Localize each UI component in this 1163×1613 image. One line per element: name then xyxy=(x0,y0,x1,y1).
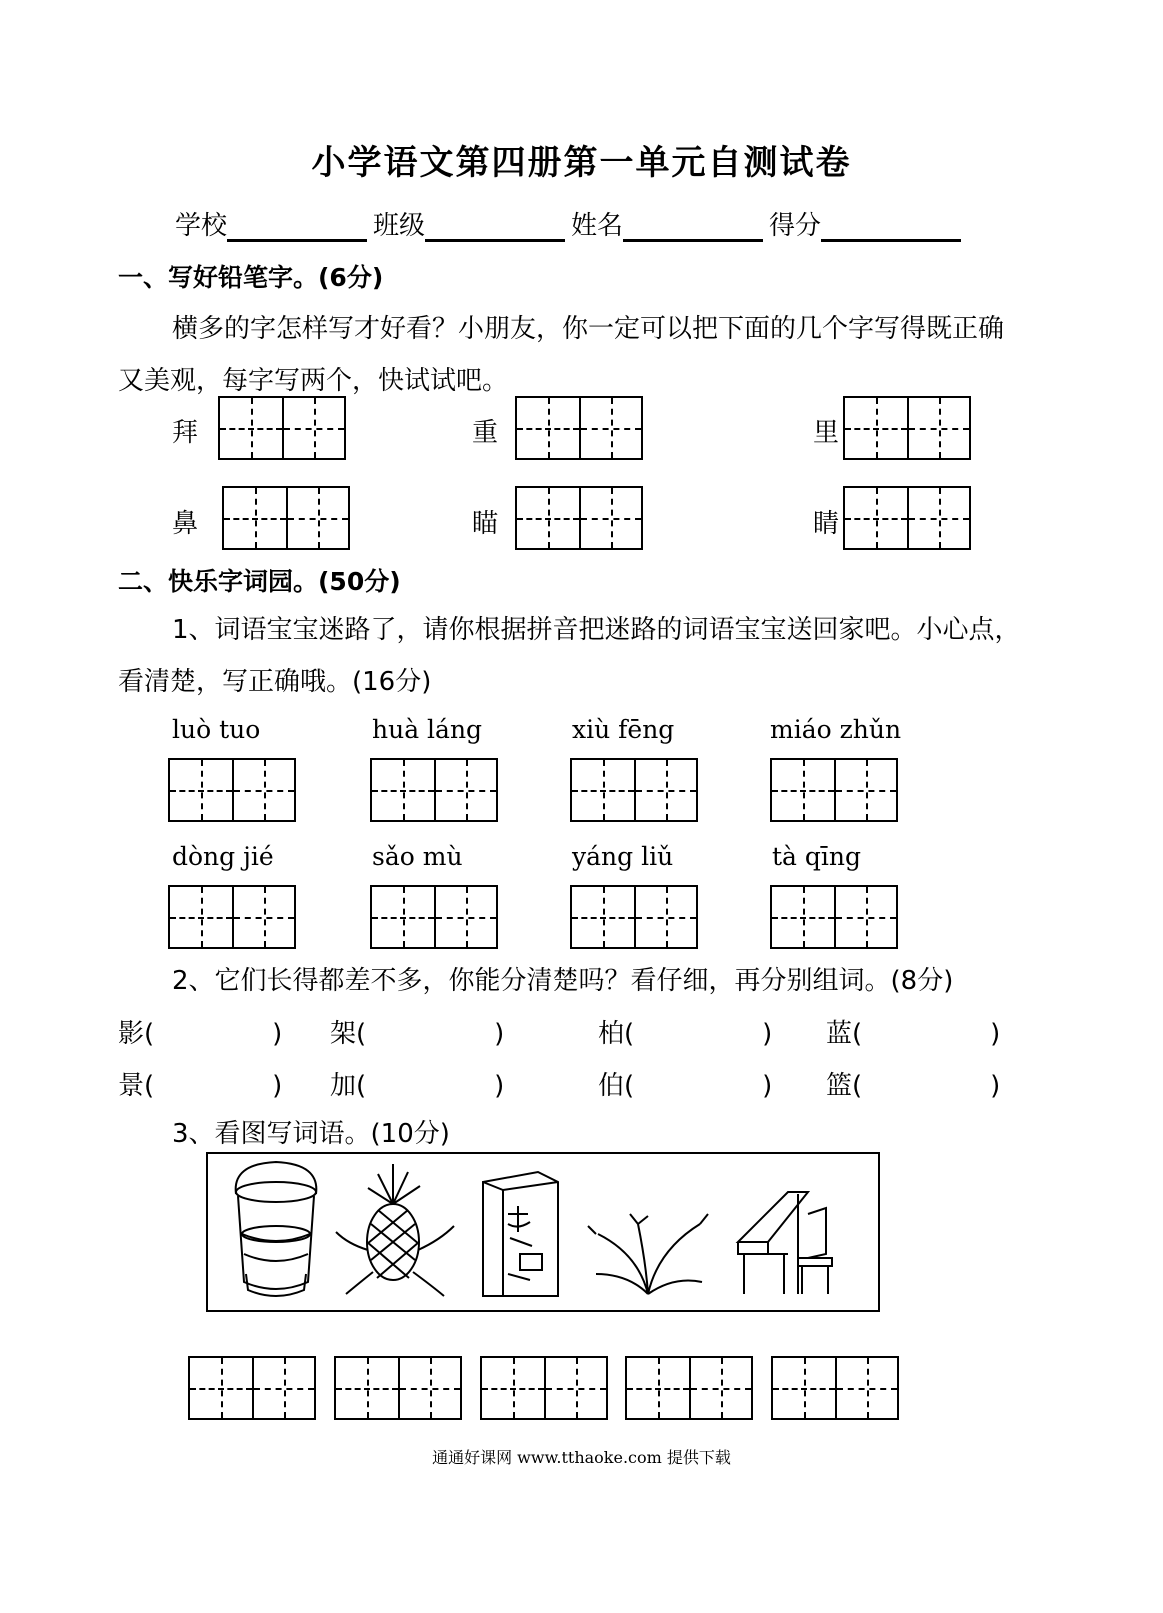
paren: ( xyxy=(852,1071,863,1101)
writing-grid[interactable] xyxy=(843,486,971,550)
writing-grid[interactable] xyxy=(770,758,898,822)
basket-icon xyxy=(236,1162,317,1296)
paren: ( xyxy=(624,1071,635,1101)
q1-text: 1、词语宝宝迷路了，请你根据拼音把迷路的词语宝宝送回家吧。小心点，看清楚，写正确哦。(16分) xyxy=(118,615,1021,697)
writing-grid[interactable] xyxy=(515,486,643,550)
paren: ) xyxy=(272,1019,283,1049)
q3-text: 3、看图写词语。(10分) xyxy=(172,1119,450,1149)
paren: ( xyxy=(356,1071,367,1101)
pinyin-label: tà qīng xyxy=(772,842,862,871)
char-label: 鼻 xyxy=(172,509,199,539)
pinyin-label: miáo zhǔn xyxy=(770,715,902,744)
tea-box-icon xyxy=(483,1172,558,1296)
paren: ) xyxy=(272,1071,283,1101)
name-blank[interactable] xyxy=(623,211,763,242)
char-label: 蓝 xyxy=(826,1019,853,1049)
pinyin-label: huà láng xyxy=(372,715,483,744)
char-label: 景 xyxy=(118,1071,145,1101)
writing-grid[interactable] xyxy=(515,396,643,460)
writing-grid[interactable] xyxy=(843,396,971,460)
paren: ) xyxy=(762,1071,773,1101)
writing-grid[interactable] xyxy=(570,758,698,822)
student-info xyxy=(175,205,967,242)
school-label: 学校 xyxy=(175,211,228,241)
char-label: 瞄 xyxy=(472,509,499,539)
score-blank[interactable] xyxy=(821,211,961,242)
picture-frame xyxy=(206,1152,880,1312)
pinyin-label: dòng jié xyxy=(172,842,274,871)
orchid-icon xyxy=(588,1214,708,1294)
char-label: 篮 xyxy=(826,1071,853,1101)
pinyin-label: yáng liǔ xyxy=(572,842,674,871)
writing-grid[interactable] xyxy=(168,758,296,822)
name-label: 姓名 xyxy=(571,211,624,241)
pinyin-label: xiù fēng xyxy=(572,715,675,744)
paren: ) xyxy=(494,1071,505,1101)
writing-grid[interactable] xyxy=(370,885,498,949)
pineapple-icon xyxy=(336,1164,454,1296)
writing-grid[interactable] xyxy=(570,885,698,949)
writing-grid[interactable] xyxy=(771,1356,899,1420)
writing-grid[interactable] xyxy=(188,1356,316,1420)
writing-grid[interactable] xyxy=(168,885,296,949)
writing-grid[interactable] xyxy=(770,885,898,949)
paren: ( xyxy=(356,1019,367,1049)
section1-instruction: 横多的字怎样写才好看？小朋友，你一定可以把下面的几个字写得既正确又美观，每字写两个，快试试吧。 xyxy=(118,314,1005,396)
char-label: 架 xyxy=(330,1019,357,1049)
paren: ( xyxy=(144,1019,155,1049)
paren: ) xyxy=(494,1019,505,1049)
writing-grid[interactable] xyxy=(334,1356,462,1420)
paren: ) xyxy=(762,1019,773,1049)
writing-grid[interactable] xyxy=(625,1356,753,1420)
word-row xyxy=(118,1065,1023,1102)
word-row xyxy=(118,1013,1023,1050)
char-label: 里 xyxy=(813,418,840,448)
writing-grid[interactable] xyxy=(222,486,350,550)
pinyin-label: sǎo mù xyxy=(372,842,463,871)
writing-grid[interactable] xyxy=(218,396,346,460)
char-label: 柏 xyxy=(598,1019,625,1049)
school-blank[interactable] xyxy=(227,211,367,242)
char-label: 睛 xyxy=(813,509,840,539)
char-label: 伯 xyxy=(598,1071,625,1101)
paren: ( xyxy=(852,1019,863,1049)
picture-strip xyxy=(208,1154,878,1310)
section1-heading: 一、写好铅笔字。(6分) xyxy=(118,263,384,292)
score-label: 得分 xyxy=(769,211,822,241)
paren: ) xyxy=(990,1071,1001,1101)
class-label: 班级 xyxy=(373,211,426,241)
paren: ) xyxy=(990,1019,1001,1049)
class-blank[interactable] xyxy=(425,211,565,242)
writing-grid[interactable] xyxy=(480,1356,608,1420)
desk-chair-icon xyxy=(738,1192,832,1294)
footer-credit: 通通好课网 www.tthaoke.com 提供下载 xyxy=(432,1448,731,1467)
page-title: 小学语文第四册第一单元自测试卷 xyxy=(311,143,852,183)
section2-heading: 二、快乐字词园。(50分) xyxy=(118,567,401,596)
pinyin-label: luò tuo xyxy=(172,715,261,744)
writing-grid[interactable] xyxy=(370,758,498,822)
char-label: 加 xyxy=(330,1071,357,1101)
paren: ( xyxy=(624,1019,635,1049)
char-label: 拜 xyxy=(172,418,199,448)
paren: ( xyxy=(144,1071,155,1101)
char-label: 影 xyxy=(118,1019,145,1049)
q2-text: 2、它们长得都差不多，你能分清楚吗？看仔细，再分别组词。(8分) xyxy=(172,966,954,996)
char-label: 重 xyxy=(472,418,499,448)
